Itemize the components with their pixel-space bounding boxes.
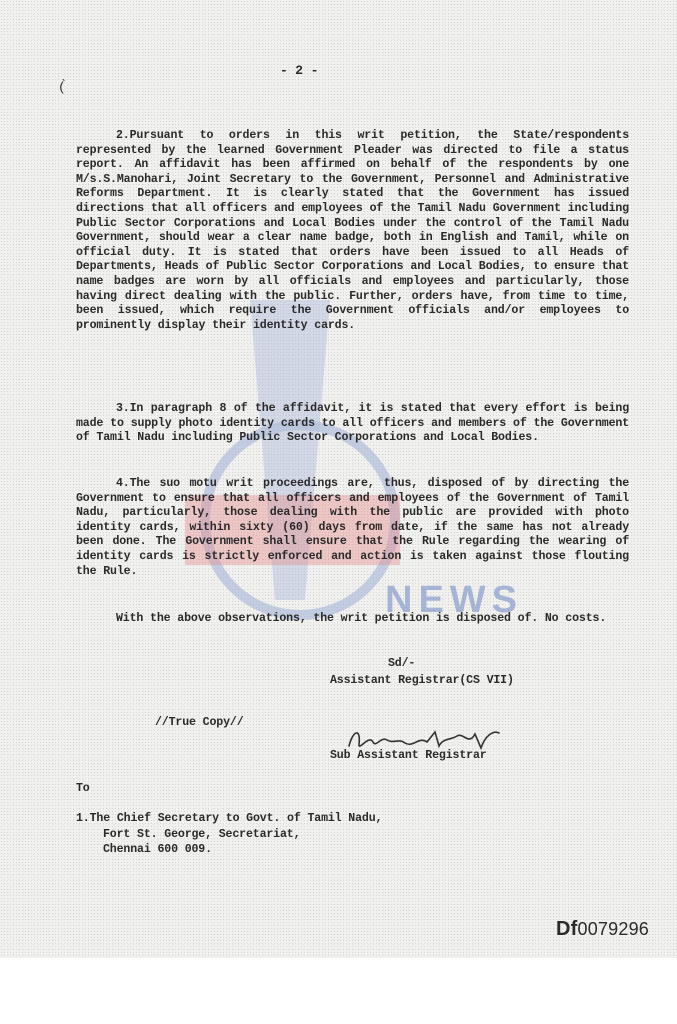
assistant-registrar: Assistant Registrar(CS VII): [330, 674, 514, 687]
document-id-prefix: Df: [556, 918, 578, 940]
paragraph-5-text: With the above observations, the writ petition is disposed of. No costs.: [116, 612, 607, 625]
address-block: [76, 811, 382, 858]
paragraph-5: [76, 612, 629, 627]
signature-stroke: [349, 732, 499, 748]
paragraph-3-text: 3.In paragraph 8 of the affidavit, it is stated that every effort is being made to supply photo identity cards to all officers and members of the Government of Tamil Nadu including Public Sector Corporations and Local Bodies.: [76, 402, 629, 445]
corner-mark: (̀: [58, 80, 66, 95]
document-id-number: 0079296: [577, 919, 649, 939]
sub-assistant-registrar: Sub Assistant Registrar: [330, 749, 487, 762]
paragraph-4-text: 4.The suo motu writ proceedings are, thus, disposed of by directing the Government to ensure that all officers and employees of the Government of Tamil Nadu, particularly, those dealing with the public are provided with photo identity cards, within sixty (60) days from date, if the same has not already been done. The Government shall ensure that the Rule regarding the wearing of identity cards is strictly enforced and action is taken against those flouting the Rule.: [76, 477, 629, 578]
address-line-3: Chennai 600 009.: [103, 843, 212, 856]
true-copy: //True Copy//: [155, 716, 244, 729]
paragraph-3: [76, 402, 629, 446]
watermark-text: NEWS: [385, 579, 523, 621]
document-id: [556, 918, 649, 941]
page-number: - 2 -: [280, 63, 319, 78]
paragraph-2-text: 2.Pursuant to orders in this writ petition, the State/respondents represented by the learned Government Pleader was directed to file a status report. An affidavit has been affirmed on behalf of the respondents by one M/s.S.Manohari, Joint Secretary to the Government, Personnel and Administrative Reforms Department. It is clearly stated that the Government has issued directions that all officers and employees of the Tamil Nadu Government including Public Sector Corporations and Local Bodies under the control of the Tamil Nadu Government, should wear a clear name badge, both in English and Tamil, while on official duty. It is stated that orders have been issued to all Heads of Departments, Heads of Public Sector Corporations and Local Bodies, to ensure that name badges are worn by all officials and employees and particularly, those having direct dealing with the public. Further, orders have, from time to time, been issued, which require the Government officials and/or employees to prominently display their identity cards.: [76, 129, 629, 332]
address-line-2: Fort St. George, Secretariat,: [103, 827, 301, 841]
address-line-1: 1.The Chief Secretary to Govt. of Tamil Nadu,: [76, 812, 383, 825]
paragraph-2: [76, 129, 629, 333]
paragraph-4: [76, 477, 629, 579]
to-label: To: [76, 782, 90, 795]
sd-mark: Sd/-: [388, 657, 416, 670]
